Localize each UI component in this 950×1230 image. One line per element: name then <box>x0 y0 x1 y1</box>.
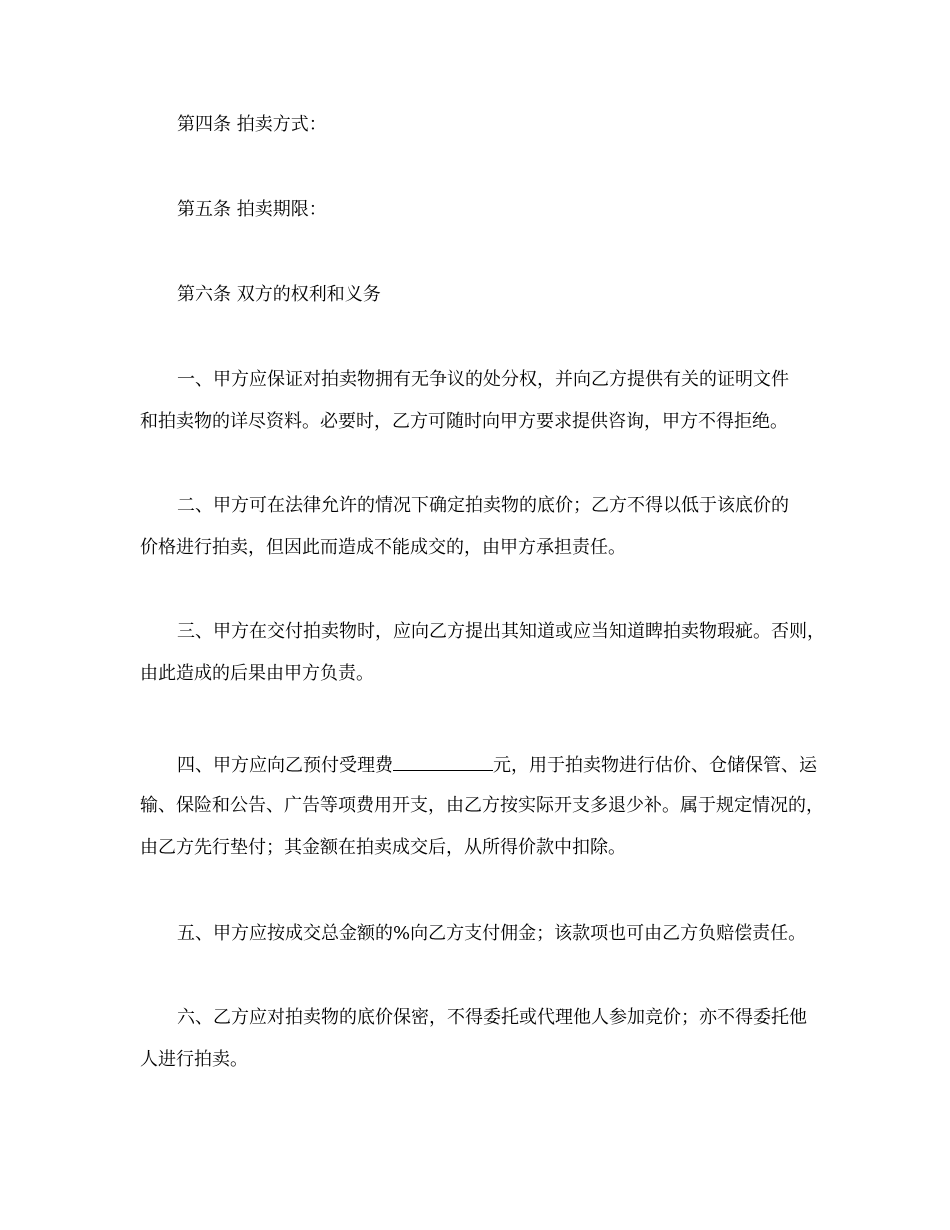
clause-4-line-2: 输、保险和公告、广告等项费用开支，由乙方按实际开支多退少补。属于规定情况的， <box>140 795 824 816</box>
clause-4-line-1 <box>177 752 817 778</box>
clause-6-line-1: 六、乙方应对拍卖物的底价保密，不得委托或代理他人参加竞价；亦不得委托他 <box>177 1007 807 1028</box>
clause-1-line-1: 一、甲方应保证对拍卖物拥有无争议的处分权，并向乙方提供有关的证明文件 <box>177 369 789 390</box>
article-6-heading: 第六条 双方的权利和义务 <box>177 284 381 305</box>
clause-4-text-before-blank: 四、甲方应向乙预付受理费 <box>177 755 393 776</box>
clause-2-line-1: 二、甲方可在法律允许的情况下确定拍卖物的底价；乙方不得以低于该底价的 <box>177 495 789 516</box>
article-4-heading: 第四条 拍卖方式： <box>177 114 327 135</box>
clause-6-line-2: 人进行拍卖。 <box>140 1049 248 1070</box>
clause-3-line-1: 三、甲方在交付拍卖物时，应向乙方提出其知道或应当知道睥拍卖物瑕疵。否则， <box>177 621 825 642</box>
clause-2-line-2: 价格进行拍卖，但因此而造成不能成交的，由甲方承担责任。 <box>140 537 626 558</box>
clause-5-line-1: 五、甲方应按成交总金额的%向乙方支付佣金；该款项也可由乙方负赔偿责任。 <box>177 923 807 944</box>
clause-4-line-3: 由乙方先行垫付；其金额在拍卖成交后，从所得价款中扣除。 <box>140 837 626 858</box>
clause-4-text-after-blank: 元，用于拍卖物进行估价、仓储保管、运 <box>493 755 817 776</box>
fee-blank-field[interactable] <box>393 752 493 771</box>
article-5-heading: 第五条 拍卖期限： <box>177 199 327 220</box>
clause-3-line-2: 由此造成的后果由甲方负责。 <box>140 663 374 684</box>
clause-1-line-2: 和拍卖物的详尽资料。必要时，乙方可随时向甲方要求提供咨询，甲方不得拒绝。 <box>140 411 788 432</box>
